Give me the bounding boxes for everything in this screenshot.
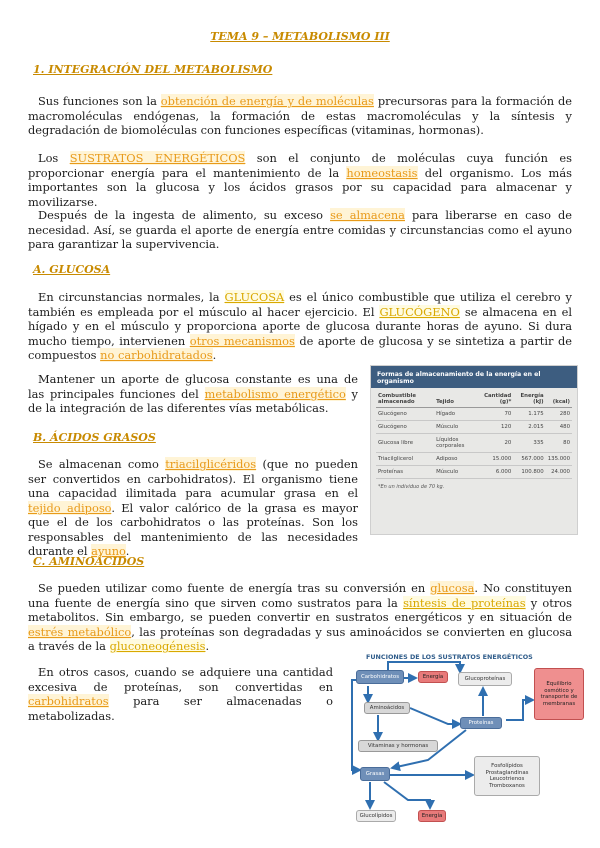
- table-row: Glucosa libre Líquidos corporales 20 335 80: [376, 434, 572, 453]
- diagram-node-energia: Energía: [418, 671, 448, 683]
- highlight-tejido-adiposo: tejido adiposo: [28, 500, 112, 515]
- section-heading-aminoacidos: C. AMINOÁCIDOS: [33, 555, 145, 568]
- table-header: Tejido: [434, 391, 476, 408]
- highlight-gluconeogenesis: gluconeogénesis: [109, 639, 206, 653]
- diagram-node-grasas: Grasas: [360, 767, 390, 781]
- diagram-node-glucolipidos: Glucolípidos: [356, 810, 396, 822]
- paragraph-exceso-proteinas: En otros casos, cuando se adquiere una cantidad excesiva de proteínas, son convertidas en carbohidratos para ser almacenadas o metabolizadas.: [28, 665, 333, 723]
- diagram-node-energia-2: Energía: [418, 810, 446, 822]
- paragraph-glucosa: En circunstancias normales, la GLUCOSA es el único combustible que utiliza el cerebro y también es empleada por el músculo al hacer ejercicio. El GLUCÓGENO se almacena en el hígado y en el músculo y proporciona aporte de glucosa durante horas de ayuno. Si dura mucho tiempo, intervienen otros mecanismos de aporte de glucosa y se sintetiza a partir de compuestos no carbohidratados.: [28, 290, 572, 362]
- highlight-carbohidratos: carbohidratos: [28, 694, 109, 708]
- diagram-node-carbohidratos: Carbohidratos: [356, 670, 404, 684]
- table-header: Combustible almacenado: [376, 391, 434, 408]
- section-heading-integracion: 1. INTEGRACIÓN DEL METABOLISMO: [33, 63, 273, 76]
- paragraph-sustratos: Los SUSTRATOS ENERGÉTICOS son el conjunto de moléculas cuya función es proporcionar energía para el mantenimiento de la homeostasis del organismo. Los más importantes son la glucosa y los ácidos grasos por su capacidad para almacenar y movilizarse.: [28, 151, 573, 209]
- highlight-ayuno: ayuno: [91, 544, 126, 558]
- table-row: Glucógeno Hígado 70 1.175 280: [376, 408, 572, 421]
- table-row: Glucógeno Músculo 120 2.015 480: [376, 421, 572, 434]
- highlight-glucosa-c: glucosa: [430, 581, 475, 595]
- table-header: Cantidad (g)*: [476, 391, 513, 408]
- highlight-triacilgliceridos: triacilglicéridos: [165, 457, 257, 471]
- table-footnote: *En un individuo de 70 kg.: [378, 484, 445, 490]
- highlight-metabolismo-energetico: metabolismo energético: [204, 386, 346, 401]
- diagram-node-vitaminas: Vitaminas y hormonas: [358, 740, 438, 752]
- section-heading-glucosa: A. GLUCOSA: [33, 263, 111, 276]
- table-body: [376, 391, 572, 479]
- highlight-sustratos: SUSTRATOS ENERGÉTICOS: [69, 151, 246, 165]
- highlight-glucosa: GLUCOSA: [224, 290, 285, 304]
- paragraph-acidos-grasos: Se almacenan como triacilglicéridos (que no pueden ser convertidos en carbohidratos). El organismo tiene una capacidad ilimitada para acumular grasa en el tejido adiposo. El valor calórico de la grasa es mayor que el de los carbohidratos o las proteínas. Son los responsables del mantenimiento de las necesidades durante el ayuno.: [28, 457, 358, 558]
- paragraph-aminoacidos: Se pueden utilizar como fuente de energía tras su conversión en glucosa. No constituyen una fuente de energía sino que sirven como sustratos para la síntesis de proteínas y otros metabolitos. Sin embargo, se pueden convertir en sustratos energéticos y en situación de estrés metabólico, las proteínas son degradadas y sus aminoácidos se convierten en glucosa a través de la gluconeogénesis.: [28, 581, 572, 653]
- diagram-node-aminoacidos: Aminoácidos: [364, 702, 410, 714]
- paragraph-ingesta: Después de la ingesta de alimento, su exceso se almacena para liberarse en caso de necesidad. Así, se guarda el aporte de energía entre comidas y circunstancias como el ayuno para garantizar la supervivencia.: [28, 208, 572, 251]
- diagram-node-equilibrio: Equilibrio osmótico y transporte de membranas: [534, 668, 584, 720]
- highlight-sintesis-proteinas: síntesis de proteínas: [403, 595, 526, 610]
- section-heading-acidos-grasos: B. ÁCIDOS GRASOS: [33, 431, 156, 444]
- highlight-estres-metabolico: estrés metabólico: [28, 624, 132, 639]
- energy-storage-table: [370, 365, 578, 535]
- table-header: Energía (kJ): [513, 391, 545, 408]
- diagram-title: FUNCIONES DE LOS SUSTRATOS ENERGÉTICOS: [366, 653, 533, 661]
- table-row: Proteínas Músculo 6.000 100.800 24.000: [376, 466, 572, 479]
- diagram-node-glucoproteinas: Glucoproteínas: [458, 672, 512, 686]
- table-header: (kcal): [546, 391, 572, 408]
- table-title: Formas de almacenamiento de la energía en el organismo: [371, 366, 577, 388]
- highlight-no-carbohidratados: no carbohidratados: [100, 348, 213, 362]
- highlight-otros-mecanismos: otros mecanismos: [189, 333, 295, 348]
- paragraph-funciones: Sus funciones son la obtención de energía y de moléculas precursoras para la formación de macromoléculas endógenas, la formación de estas macromoléculas y la síntesis y degradación de biomoléculas con funciones específicas (vitaminas, hormonas).: [28, 94, 572, 137]
- paragraph-aporte-glucosa: Mantener un aporte de glucosa constante es una de las principales funciones del metabolismo energético y de la integración de las diferentes vías metabólicas.: [28, 372, 358, 415]
- substrates-function-diagram: [348, 650, 588, 835]
- document-title: TEMA 9 – METABOLISMO III: [210, 30, 390, 43]
- highlight-almacena: se almacena: [330, 208, 405, 222]
- diagram-node-fosfolipidos: Fosfolípidos Prostaglandinas Leucotrienos Tromboxanos: [474, 756, 540, 796]
- highlight-obtencion: obtención de energía y de moléculas: [160, 94, 374, 108]
- table-row: Triacilglicerol Adiposo 15.000 567.000 135.000: [376, 453, 572, 466]
- highlight-glucogeno: GLUCÓGENO: [379, 304, 460, 319]
- highlight-homeostasis: homeostasis: [346, 165, 418, 180]
- diagram-node-proteinas: Proteínas: [460, 717, 502, 729]
